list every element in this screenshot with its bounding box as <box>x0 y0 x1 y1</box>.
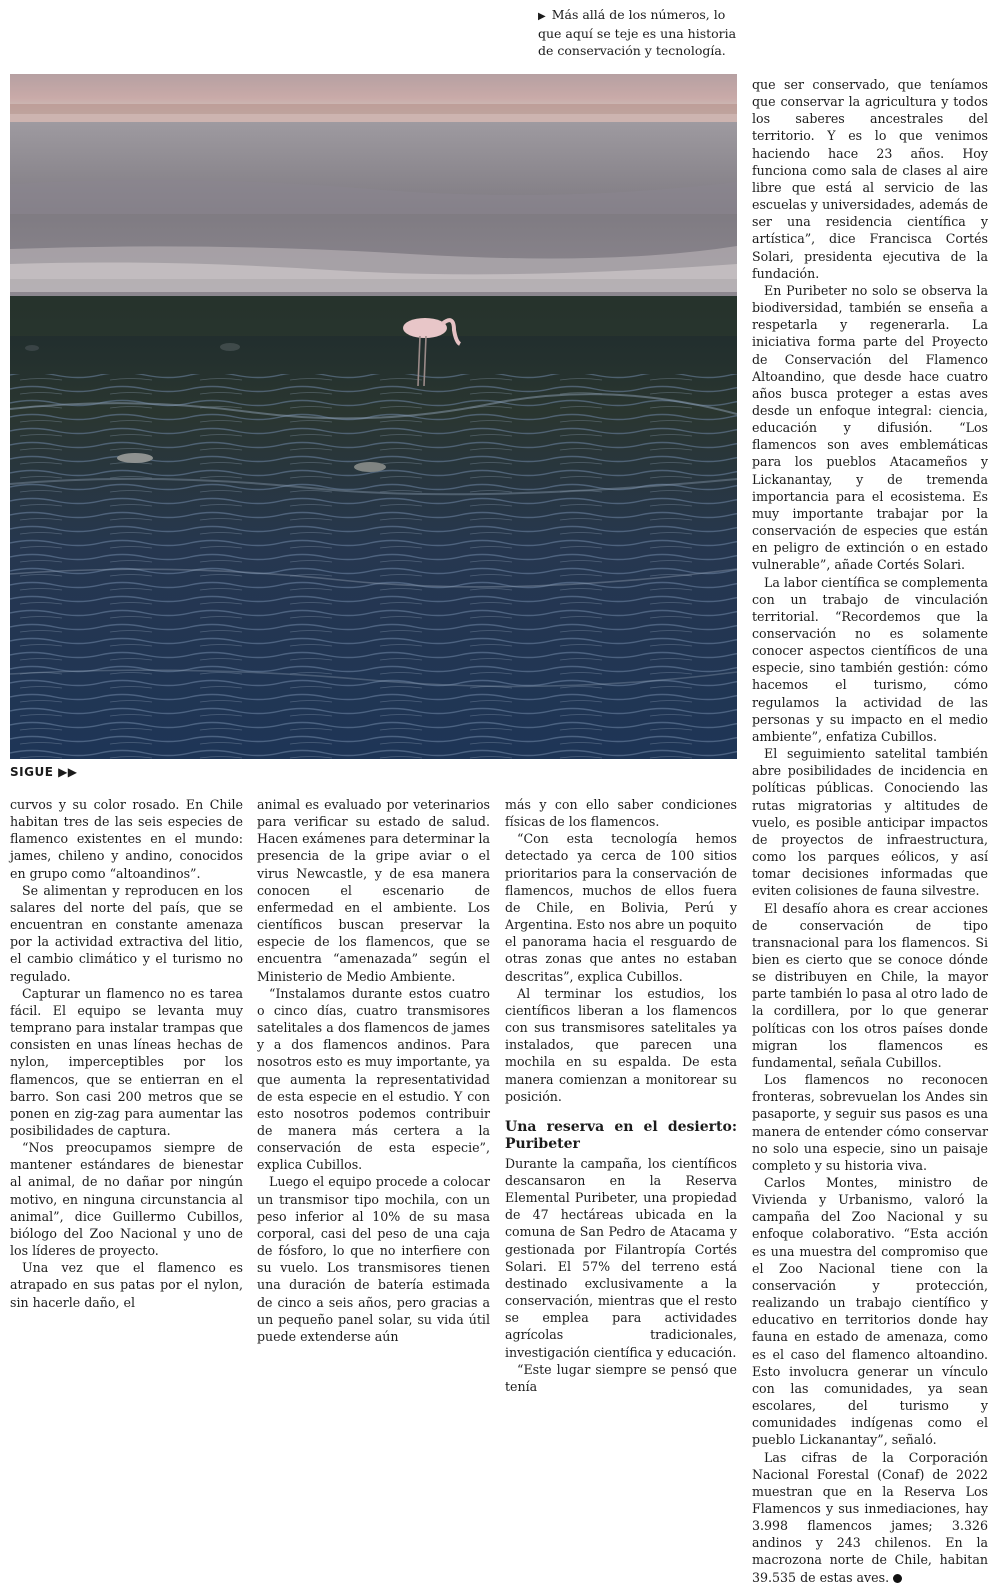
paragraph: En Puribeter no solo se observa la biodiversidad, también se enseña a respetarla y regenerarla. La iniciativa forma parte del Proyecto de Conservación del Flamenco Altoandino, que desde hace cuatro años busca proteger a estas aves desde un enfoque integral: ciencia, educación y difusión. “Los flamencos son aves emblemáticas para los pueblos Atacameños y Lickanantay, y de tremenda importancia para el ecosistema. Es muy importante trabajar por la conservación de especies que están en peligro de extinción o en estado vulnerable”, añade Cortés Solari. <box>752 282 988 573</box>
paragraph: La labor científica se complementa con un trabajo de vinculación territorial. “Recordemos que la conservación no es solamente conocer aspectos científicos de una especie, sino también gestión: cómo hacemos el turismo, cómo regulamos la actividad de las personas y su impacto en el medio ambiente”, enfatiza Cubillos. <box>752 574 988 744</box>
caption-text: Más allá de los números, lo que aquí se teje es una historia de conservación y tecnología. <box>538 7 737 58</box>
text-column-2 <box>257 796 490 1345</box>
paragraph: que ser conservado, que teníamos que conservar la agricultura y todos los saberes ancestrales del territorio. Y es lo que venimos haciendo hace 23 años. Hoy funciona como sala de clases al aire libre que está al servicio de las escuelas y universidades, además de ser una residencia científica y artística”, dice Francisca Cortés Solari, presidenta ejecutiva de la fundación. <box>752 77 988 281</box>
photo-caption <box>538 6 738 59</box>
paragraph: animal es evaluado por veterinarios para verificar su estado de salud. Hacen exámenes para determinar la presencia de la gripe aviar o el virus Newcastle, y de esa manera conocen el escenario de enfermedad en el ambiente. Los científicos buscan preservar la especie de los flamencos, que se encuentra “amenazada” según el Ministerio de Medio Ambiente. <box>257 797 490 984</box>
paragraph: “Con esta tecnología hemos detectado ya cerca de 100 sitios prioritarios para la conservación de flamencos, muchos de ellos fuera de Chile, en Bolivia, Perú y Argentina. Esto nos abre un poquito el panorama hacia el resguardo de otras zonas que antes no estaban descritas”, explica Cubillos. <box>505 831 737 984</box>
paragraph <box>752 1449 988 1586</box>
paragraph: El seguimiento satelital también abre posibilidades de incidencia en políticas públicas. Conociendo las rutas migratorias y altitudes de vuelo, es posible anticipar impactos de proyectos de infraestructura, como los parques eólicos, y así tomar decisiones informadas que eviten colisiones de fauna silvestre. <box>752 746 988 899</box>
paragraph: curvos y su color rosado. En Chile habitan tres de las seis especies de flamenco existentes en el mundo: james, chileno y andino, conocidos en grupo como “altoandinos”. <box>10 797 243 881</box>
paragraph: Durante la campaña, los científicos descansaron en la Reserva Elemental Puribeter, una propiedad de 47 hectáreas ubicada en la comuna de San Pedro de Atacama y gestionada por Filantropía Cortés Solari. El 57% del terreno está destinado exclusivamente a la conservación, mientras que el resto se emplea para actividades agrícolas tradicionales, investigación científica y educación. <box>505 1155 737 1360</box>
paragraph: “Este lugar siempre se pensó que tenía <box>505 1361 737 1394</box>
paragraph: “Nos preocupamos siempre de mantener estándares de bienestar al animal, de no dañar por ningún motivo, en ninguna circunstancia al animal”, dice Guillermo Cubillos, biólogo del Zoo Nacional y uno de los líderes de proyecto. <box>10 1140 243 1259</box>
paragraph: Carlos Montes, ministro de Vivienda y Urbanismo, valoró la campaña del Zoo Nacional y su enfoque colaborativo. “Esta acción es una muestra del compromiso que el Zoo Nacional tiene con la conservación y protección, realizando un trabajo científico y educativo en territorios donde hay fauna en estado de amenaza, como es el caso del flamenco altoandino. Esto involucra generar un vínculo con las comunidades, ya sean escolares, del turismo y comunidades indígenas como el pueblo Lickanantay”, señaló. <box>752 1175 988 1448</box>
text-column-4 <box>752 76 988 1586</box>
paragraph: más y con ello saber condiciones físicas de los flamencos. <box>505 797 737 830</box>
paragraph: Se alimentan y reproducen en los salares del norte del país, que se encuentran en constante amenaza por la actividad extractiva del litio, el cambio climático y el turismo no regulado. <box>10 882 243 984</box>
paragraph: Los flamencos no reconocen fronteras, sobrevuelan los Andes sin pasaporte, y seguir sus pasos es una manera de entender cómo conservar no solo una especie, sino un paisaje completo y su historia viva. <box>752 1072 988 1173</box>
section-heading: Una reserva en el desierto: Puribeter <box>505 1118 737 1152</box>
paragraph: El desafío ahora es crear acciones de conservación de tipo transnacional para los flamencos. Si bien es cierto que se conoce dónde se distribuyen en Chile, la mayor parte también lo pasa al otro lado de la cordillera, por lo que generar políticas con los otros países donde migran los flamencos es fundamental, señala Cubillos. <box>752 900 988 1070</box>
paragraph: Luego el equipo procede a colocar un transmisor tipo mochila, con un peso inferior al 10% de su masa corporal, casi del peso de una caja de fósforo, lo que no interfiere con su vuelo. Los transmisores tienen una duración de batería estimada de cinco a seis años, pero gracias a un pequeño panel solar, su vida útil puede extenderse aún <box>257 1174 490 1344</box>
final-paragraph-text: Las cifras de la Corporación Nacional Forestal (Conaf) de 2022 muestran que en la Reserva Los Flamencos y sus inmediaciones, hay 3.998 flamencos james; 3.326 andinos y 243 chilenos. En la macrozona norte de Chile, habitan 39.535 de estas aves. <box>752 1449 988 1585</box>
continue-marker: SIGUE ▶▶ <box>10 765 78 779</box>
paragraph: Al terminar los estudios, los científicos liberan a los flamencos con sus transmisores satelitales ya instalados, que parecen una mochila en su espalda. De esta manera comienzan a monitorear su posición. <box>505 985 737 1104</box>
caption-arrow-icon: ▶ <box>538 11 546 22</box>
end-mark-icon <box>893 1574 902 1583</box>
paragraph: “Instalamos durante estos cuatro o cinco días, cuatro transmisores satelitales a dos flamencos de james y a dos flamencos andinos. Para nosotros esto es muy importante, ya que aumenta la representatividad de esta especie en el estudio. Y con esto nosotros podemos contribuir de manera más certera a la conservación de esta especie”, explica Cubillos. <box>257 985 490 1173</box>
text-column-1 <box>10 796 243 1311</box>
flamingo-photo <box>10 74 737 759</box>
paragraph: Una vez que el flamenco es atrapado en sus patas por el nylon, sin hacerle daño, el <box>10 1260 243 1310</box>
text-column-3 <box>505 796 737 1395</box>
paragraph: Capturar un flamenco no es tarea fácil. El equipo se levanta muy temprano para instalar trampas que consisten en unas líneas hechas de nylon, imperceptibles por los flamencos, que se entierran en el barro. Son casi 200 metros que se ponen en zig-zag para aumentar las posibilidades de captura. <box>10 985 243 1138</box>
